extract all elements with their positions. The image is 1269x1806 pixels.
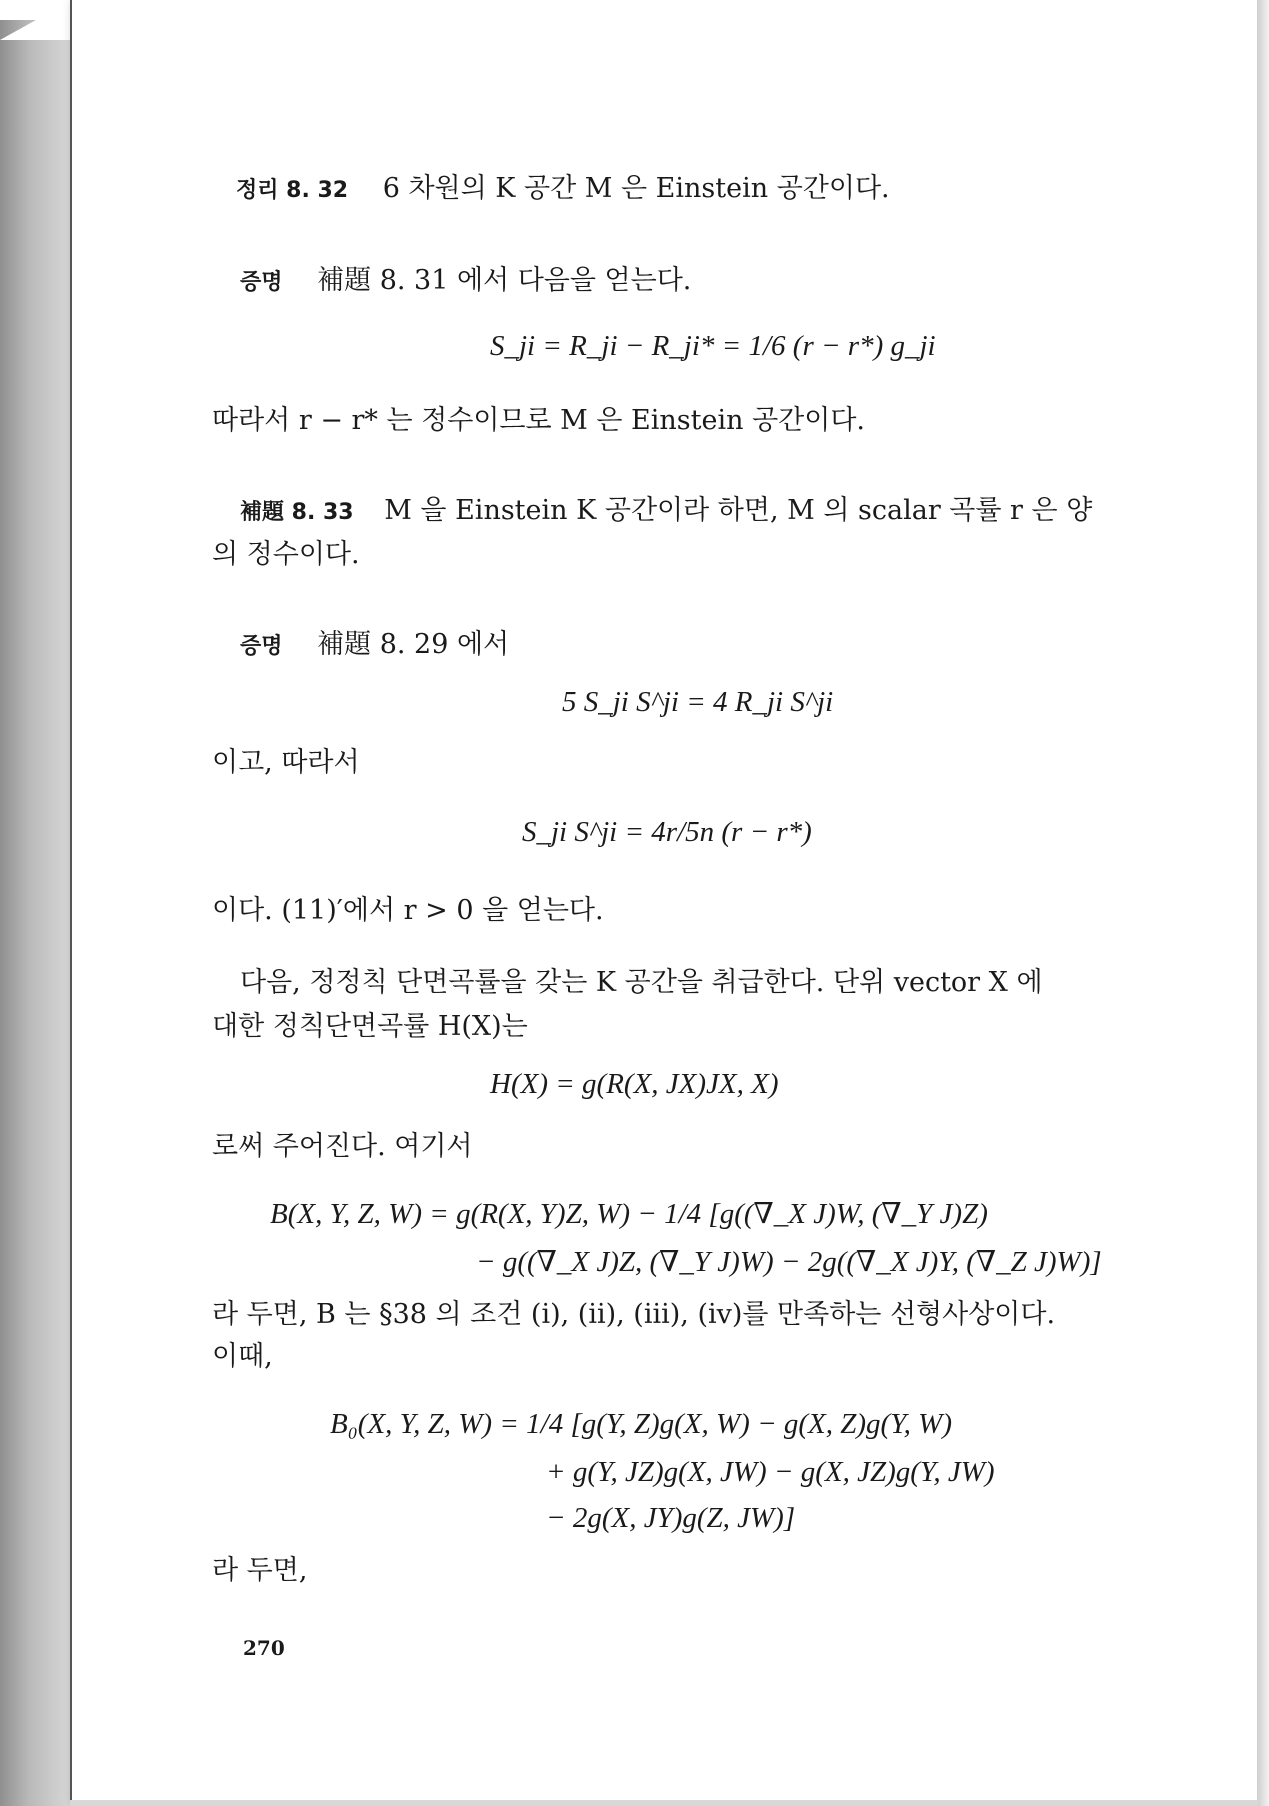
lemma-label: 補題 8. 33 — [240, 500, 354, 525]
book-spine-edge — [0, 20, 72, 1806]
book-page-bottom-edge — [70, 1800, 1258, 1806]
conditions-line-1: 라 두면, B 는 §38 의 조건 (i), (ii), (iii), (iv)를 만족하는 선형사상이다. — [212, 1299, 1056, 1330]
book-page-edge — [1257, 0, 1269, 1806]
equation-h: H(X) = g(R(X, JX)JX, X) — [490, 1068, 779, 1100]
equation-b-line-1: B(X, Y, Z, W) = g(R(X, Y)Z, W) − 1/4 [g((∇_X J)W, (∇_Y J)Z) — [270, 1198, 988, 1230]
proof1-label: 증명 — [240, 270, 283, 295]
proof1-text: 補題 8. 31 에서 다음을 얻는다. — [317, 265, 692, 296]
proof2-line — [240, 628, 509, 664]
lemma-line-1 — [240, 494, 1092, 530]
section-final: 라 두면, — [212, 1555, 308, 1586]
equation-b0-line-2: + g(Y, JZ)g(X, JW) − g(X, JZ)g(Y, JW) — [546, 1456, 995, 1488]
proof1-conclusion: 따라서 r − r* 는 정수이므로 M 은 Einstein 공간이다. — [212, 405, 865, 436]
lemma-text: M 을 Einstein K 공간이라 하면, M 의 scalar 곡률 r 은 양 — [384, 495, 1093, 526]
equation-b0-line-3: − 2g(X, JY)g(Z, JW)] — [546, 1502, 796, 1534]
equation-b0-line-1: B₀(X, Y, Z, W) = 1/4 [g(Y, Z)g(X, W) − g(X, Z)g(Y, W) — [330, 1408, 952, 1440]
theorem-line — [236, 172, 890, 208]
equation-s-ji: S_ji = R_ji − R_ji* = 1/6 (r − r*) g_ji — [490, 330, 936, 362]
proof2-label: 증명 — [240, 634, 283, 659]
proof2-text: 補題 8. 29 에서 — [317, 629, 510, 660]
section-given: 로써 주어진다. 여기서 — [212, 1131, 473, 1162]
proof2-connector: 이고, 따라서 — [212, 747, 360, 778]
equation-sji-sji: S_ji S^ji = 4r/5n (r − r*) — [522, 816, 812, 848]
theorem-text: 6 차원의 K 공간 M 은 Einstein 공간이다. — [382, 173, 890, 204]
theorem-label: 정리 8. 32 — [236, 178, 349, 203]
equation-5s: 5 S_ji S^ji = 4 R_ji S^ji — [562, 686, 834, 718]
section-paragraph-line-1: 다음, 정정칙 단면곡률을 갖는 K 공간을 취급한다. 단위 vector X 에 — [240, 967, 1043, 998]
lemma-line-2: 의 정수이다. — [212, 539, 360, 570]
page-number: 270 — [243, 1636, 285, 1660]
conditions-line-2: 이때, — [212, 1341, 273, 1372]
proof1-line — [240, 264, 691, 300]
equation-b-line-2: − g((∇_X J)Z, (∇_Y J)W) − 2g((∇_X J)Y, (∇_Z J)W)] — [476, 1246, 1102, 1278]
section-paragraph-line-2: 대한 정칙단면곡률 H(X)는 — [212, 1011, 528, 1042]
proof2-conclusion: 이다. (11)′에서 r > 0 을 얻는다. — [212, 895, 604, 926]
